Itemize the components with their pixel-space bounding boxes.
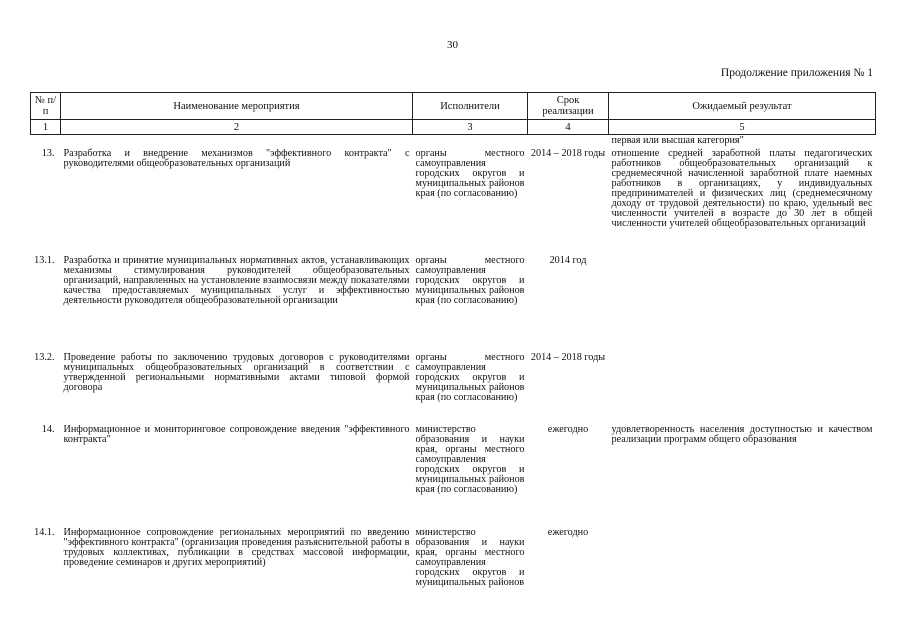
activity-executors: органы местного самоуправления городских округов и муниципальных районов края (по согласованию): [415, 351, 525, 403]
activity-term: ежегодно: [547, 423, 589, 435]
header-num: № п/п: [31, 93, 61, 120]
activity-result: [609, 256, 876, 353]
column-number: 3: [413, 120, 528, 135]
activity-executors: органы местного самоуправления городских округов и муниципальных районов края (по согласованию): [415, 147, 525, 199]
header-executors: Исполнители: [413, 93, 528, 120]
table-row: [31, 353, 876, 425]
activity-term: 2014 – 2018 годы: [530, 351, 606, 363]
row-number: 13.1.: [34, 254, 55, 266]
column-number: 2: [61, 120, 413, 135]
activity-executors: министерство образования и науки края, органы местного самоуправления городских округов и муниципальных районов края (по согласованию): [415, 423, 525, 495]
activity-term: 2014 – 2018 годы: [530, 147, 606, 159]
activity-name: Информационное сопровождение региональных мероприятий по введению "эффективного контракта" (организация проведения разъяснительной работы в трудовых коллективах, публикации в средствах массовой информации, проведение семинаров и других мероприятий): [63, 526, 410, 568]
header-name: Наименование мероприятия: [61, 93, 413, 120]
activity-name: Информационное и мониторинговое сопровождение введения "эффективного контракта": [63, 423, 410, 445]
activity-result: удовлетворенность населения доступностью и качеством реализации программ общего образования: [611, 423, 873, 445]
activity-term: ежегодно: [547, 526, 589, 538]
table-row: [31, 528, 876, 610]
row-number: 13.: [41, 147, 55, 159]
row-number: 13.2.: [34, 351, 55, 363]
activity-executors: органы местного самоуправления городских округов и муниципальных районов края (по согласованию): [415, 254, 525, 306]
carryover-row: [31, 135, 876, 149]
table-header-row: [31, 93, 876, 120]
activity-name: Проведение работы по заключению трудовых договоров с руководителями муниципальных общеобразовательных организаций в соответствии с утвержденной региональными нормативными актами типовой формой договора: [63, 351, 410, 393]
activity-name: Разработка и внедрение механизмов "эффективного контракта" с руководителями общеобразовательных организаций: [63, 147, 410, 169]
header-result: Ожидаемый результат: [609, 93, 876, 120]
table-row: [31, 425, 876, 528]
row-number: 14.1.: [34, 526, 55, 538]
column-number: 4: [528, 120, 609, 135]
column-number: 5: [609, 120, 876, 135]
activity-executors: министерство образования и науки края, органы местного самоуправления городских округов и муниципальных районов: [415, 526, 525, 588]
table-row: [31, 149, 876, 256]
activity-name: Разработка и принятие муниципальных нормативных актов, устанавливающих механизмы стимулирования руководителей общеобразовательных организаций, направленных на установление взаимосвязи между показателями качества предоставляемых муниципальных услуг и эффективностью деятельности руководителя общеобразовательной организации: [63, 254, 410, 306]
table-row: [31, 256, 876, 353]
header-term: Срок реализации: [528, 93, 609, 120]
appendix-continuation-label: Продолжение приложения № 1: [720, 67, 873, 79]
column-number: 1: [31, 120, 61, 135]
column-number-row: [31, 120, 876, 135]
page-number: 30: [447, 39, 458, 51]
activity-term: 2014 год: [549, 254, 587, 266]
activity-result: [609, 528, 876, 610]
carryover-result: первая или высшая категория": [611, 135, 744, 146]
activity-result: отношение средней заработной платы педагогических работников общеобразовательных организаций к среднемесячной начисленной заработной плате наемных работников в организациях, у индивидуальных предпринимателей и физических лиц (среднемесячному доходу от трудовой деятельности) по краю, удельный вес численности учителей в возрасте до 30 лет в общей численности учителей общеобразовательных организаций: [611, 147, 873, 229]
activity-result: [609, 353, 876, 425]
row-number: 14.: [41, 423, 55, 435]
activities-table: [30, 92, 876, 610]
